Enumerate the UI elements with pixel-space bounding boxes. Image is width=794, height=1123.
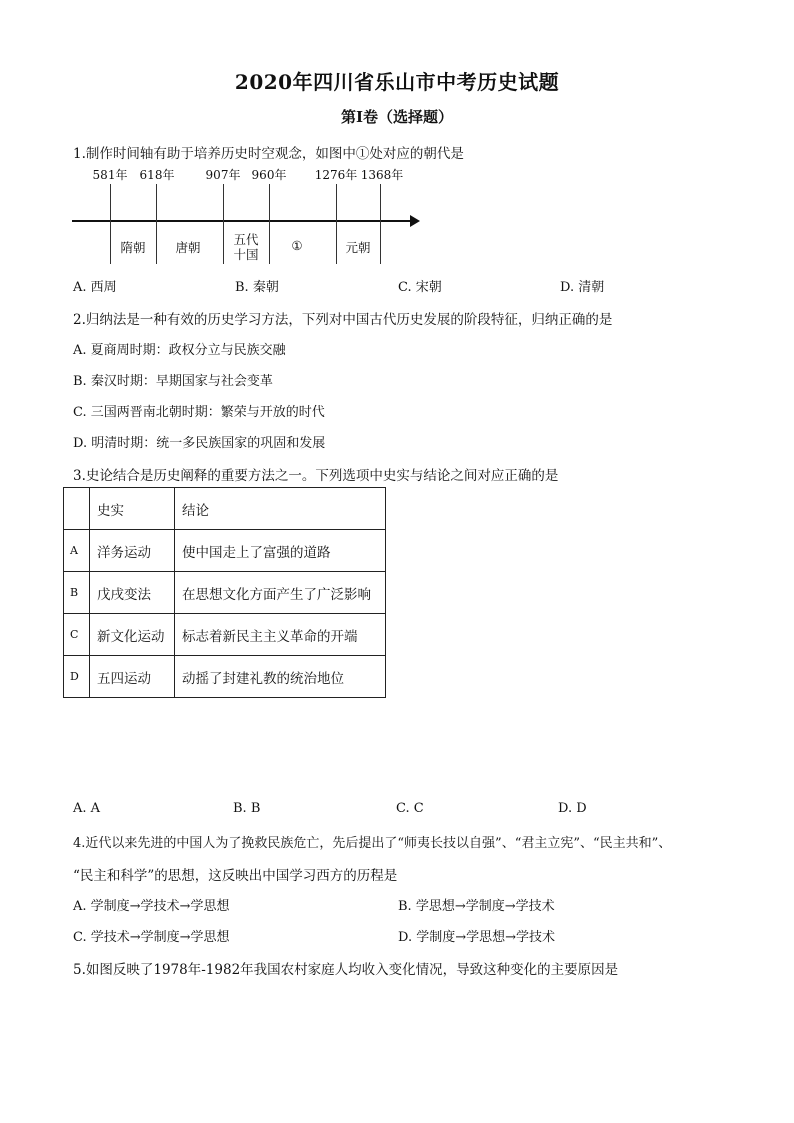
timeline-period-label: 五代 十国 [233,232,259,262]
table-header-cell [64,488,90,530]
timeline-tick [156,184,157,264]
option-b[interactable]: B. B [233,801,261,816]
timeline-year: 907年 [205,168,241,182]
option-c[interactable]: C. 宋朝 [398,280,442,295]
option-d[interactable]: D. 明清时期：统一多民族国家的巩固和发展 [73,436,326,451]
timeline-tick [110,184,111,264]
table-header-cell: 史实 [90,488,175,530]
table-row [64,614,386,656]
table-cell: 动摇了封建礼教的统治地位 [175,656,386,698]
option-d[interactable]: D. 清朝 [560,280,605,295]
table-cell: 在思想文化方面产生了广泛影响 [175,572,386,614]
table-row [64,530,386,572]
timeline-tick [380,184,381,264]
table-cell: 标志着新民主主义革命的开端 [175,614,386,656]
table-header-cell: 结论 [175,488,386,530]
option-c[interactable]: C. 三国两晋南北朝时期：繁荣与开放的时代 [73,405,325,420]
table-cell: A [64,530,90,572]
timeline-year: 1276年 [314,168,358,182]
table-row [64,656,386,698]
timeline-period-label: ① [291,238,303,253]
question-3-stem: 3.史论结合是历史阐释的重要方法之一。下列选项中史实与结论之间对应正确的是 [73,468,559,484]
timeline-year: 581年 [92,168,128,182]
timeline-tick [336,184,337,264]
timeline-period-label: 唐朝 [175,240,201,255]
option-a[interactable]: A. A [73,801,101,816]
option-a[interactable]: A. 学制度→学技术→学思想 [73,899,230,914]
timeline-axis [72,220,412,222]
question-4-stem-line-1: 4.近代以来先进的中国人为了挽救民族危亡，先后提出了“师夷长技以自强”、“君主立宪”、“民主共和”、 [73,836,672,851]
option-b[interactable]: B. 秦朝 [235,280,279,295]
timeline-year: 618年 [139,168,175,182]
timeline-year: 960年 [251,168,287,182]
table-cell: B [64,572,90,614]
timeline-year: 1368年 [360,168,404,182]
table-cell: 使中国走上了富强的道路 [175,530,386,572]
timeline-arrow [410,215,420,227]
option-b[interactable]: B. 秦汉时期：早期国家与社会变革 [73,374,273,389]
option-c[interactable]: C. C [396,801,424,816]
timeline-tick [223,184,224,264]
option-a[interactable]: A. 夏商周时期：政权分立与民族交融 [73,343,286,358]
table-cell: C [64,614,90,656]
table-cell: 戊戌变法 [90,572,175,614]
table-cell: 五四运动 [90,656,175,698]
table-cell: 新文化运动 [90,614,175,656]
question-2-stem: 2.归纳法是一种有效的历史学习方法，下列对中国古代历史发展的阶段特征，归纳正确的是 [73,312,613,328]
timeline-period-label: 元朝 [345,240,371,255]
table-header-row [64,488,386,530]
question-1-stem: 1.制作时间轴有助于培养历史时空观念，如图中①处对应的朝代是 [73,146,464,162]
option-d[interactable]: D. 学制度→学思想→学技术 [398,930,556,945]
table-cell: D [64,656,90,698]
section-subtitle: 第Ⅰ卷（选择题） [340,108,454,126]
table-cell: 洋务运动 [90,530,175,572]
option-d[interactable]: D. D [558,801,587,816]
question-4-stem-line-2: “民主和科学”的思想，这反映出中国学习西方的历程是 [73,868,398,884]
option-b[interactable]: B. 学思想→学制度→学技术 [398,899,555,914]
table-row [64,572,386,614]
timeline-period-label: 隋朝 [120,240,146,255]
option-a[interactable]: A. 西周 [73,280,117,295]
option-c[interactable]: C. 学技术→学制度→学思想 [73,930,230,945]
fact-conclusion-table [63,487,386,698]
timeline-tick [269,184,270,264]
question-5-stem: 5.如图反映了1978年-1982年我国农村家庭人均收入变化情况，导致这种变化的主要原因是 [73,962,619,978]
page-title: 2020年四川省乐山市中考历史试题 [234,70,560,94]
timeline-diagram [70,160,430,270]
